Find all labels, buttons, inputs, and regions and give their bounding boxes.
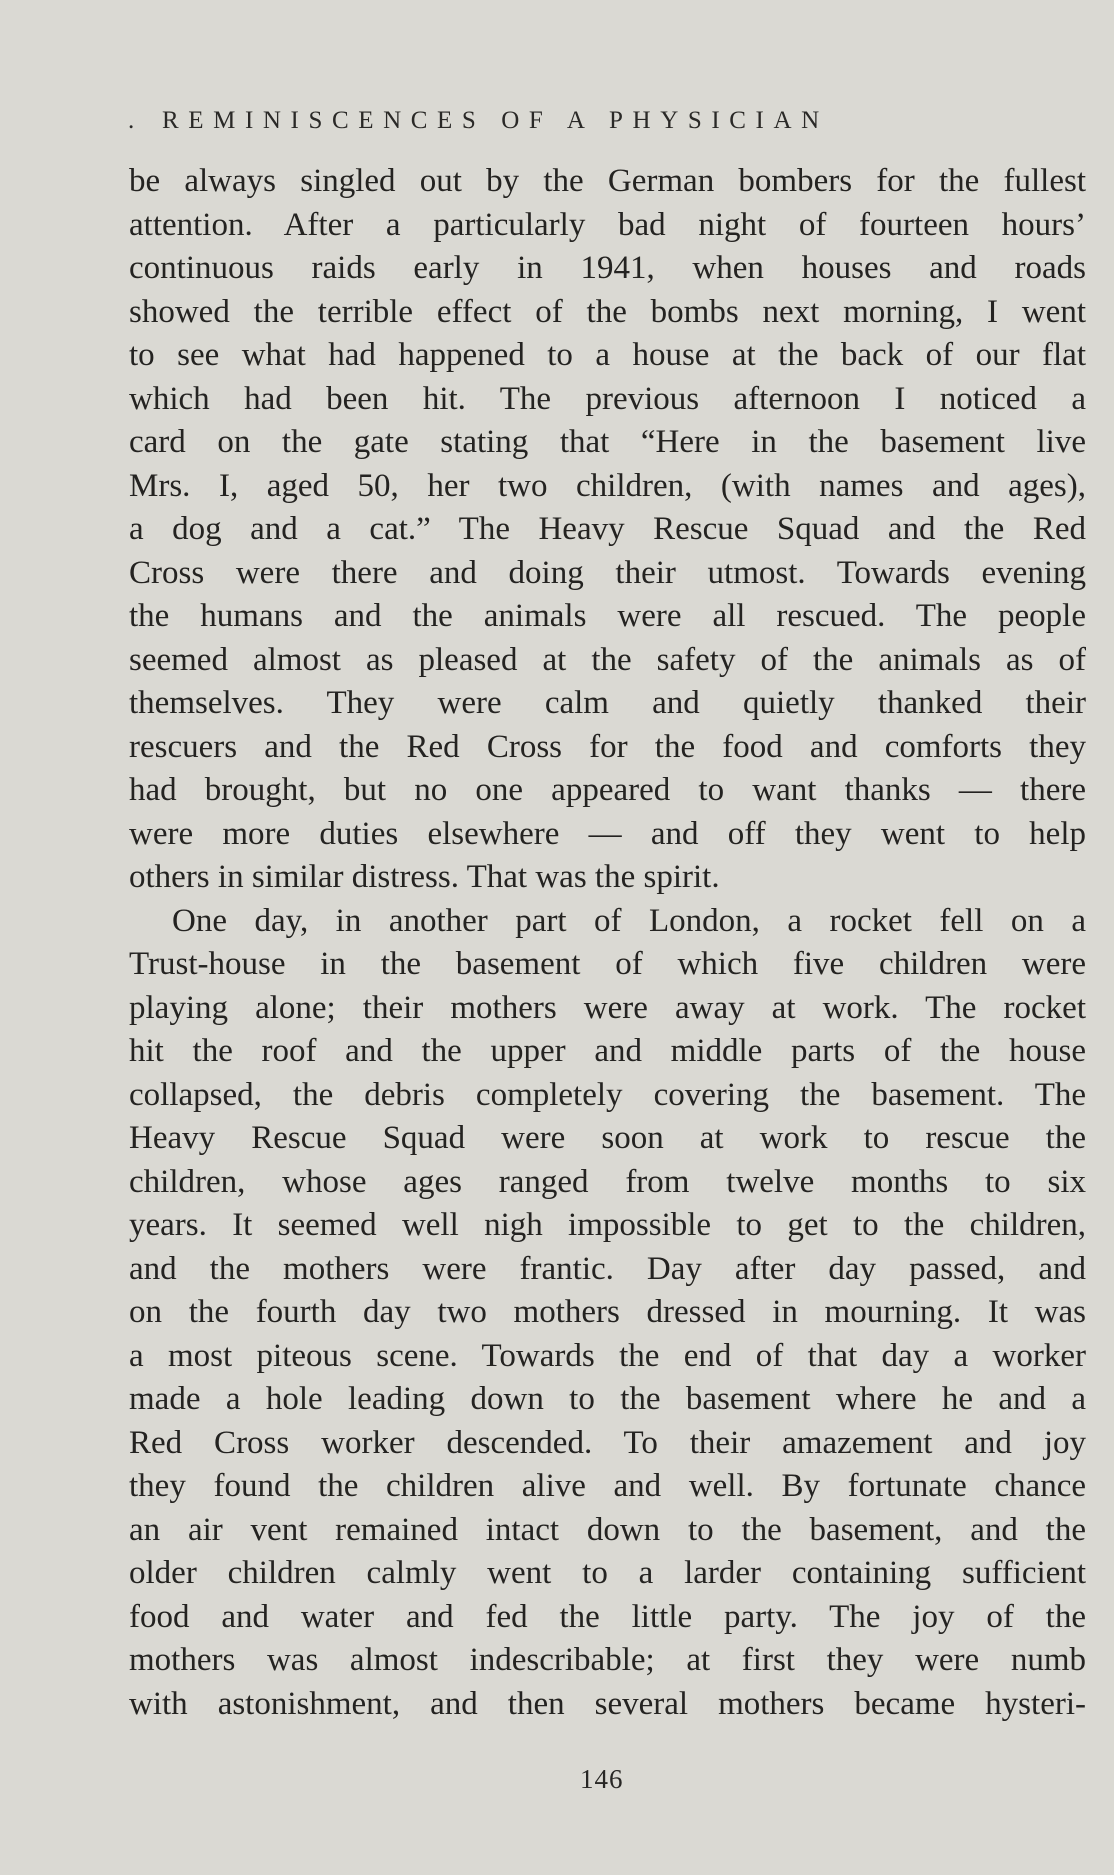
text-line: years. It seemed well nigh impossible to get to the children,	[129, 1207, 1086, 1243]
text-line: with astonishment, and then several mothers became hysteri-	[129, 1685, 1086, 1722]
page-number: 146	[580, 1764, 624, 1794]
text-line: a most piteous scene. Towards the end of that day a worker	[129, 1337, 1086, 1374]
text-line: be always singled out by the German bombers for the fullest	[129, 163, 1086, 199]
text-line: rescuers and the Red Cross for the food and comforts they	[129, 728, 1086, 765]
text-line: Mrs. I, aged 50, her two children, (with names and ages),	[129, 467, 1086, 504]
text-line: an air vent remained intact down to the basement, and the	[129, 1511, 1086, 1548]
paragraph-first-line: One day, in another part of London, a rocket fell on a	[172, 902, 1086, 939]
text-line: made a hole leading down to the basement where he and a	[129, 1381, 1086, 1417]
text-line: attention. After a particularly bad night of fourteen hours’	[129, 206, 1086, 243]
text-line: Cross were there and doing their utmost. Towards evening	[129, 554, 1086, 591]
text-line: Red Cross worker descended. To their amazement and joy	[129, 1424, 1086, 1461]
text-line: children, whose ages ranged from twelve months to six	[129, 1163, 1086, 1200]
text-line: hit the roof and the upper and middle parts of the house	[129, 1033, 1086, 1069]
text-line: to see what had happened to a house at the back of our flat	[129, 337, 1086, 373]
text-line: older children calmly went to a larder containing sufficient	[129, 1555, 1086, 1591]
text-line: the humans and the animals were all rescued. The people	[129, 598, 1086, 634]
text-line: mothers was almost indescribable; at first they were numb	[129, 1642, 1086, 1678]
text-line: a dog and a cat.” The Heavy Rescue Squad and the Red	[129, 511, 1086, 547]
text-line: were more duties elsewhere — and off they went to help	[129, 815, 1086, 852]
text-line: and the mothers were frantic. Day after day passed, and	[129, 1250, 1086, 1287]
text-line: card on the gate stating that “Here in the basement live	[129, 424, 1086, 460]
running-head	[128, 101, 1008, 141]
text-line: seemed almost as pleased at the safety of the animals as of	[129, 641, 1086, 678]
text-line: Trust-house in the basement of which five children were	[129, 946, 1086, 982]
paragraph-last-line: others in similar distress. That was the spirit.	[129, 859, 720, 895]
text-line: continuous raids early in 1941, when houses and roads	[129, 250, 1086, 286]
running-head-title: REMINISCENCES OF A PHYSICIAN	[162, 107, 829, 134]
text-line: playing alone; their mothers were away at work. The rocket	[129, 989, 1086, 1026]
text-line: food and water and fed the little party. The joy of the	[129, 1598, 1086, 1635]
text-line: on the fourth day two mothers dressed in mourning. It was	[129, 1294, 1086, 1330]
running-head-bullet: .	[128, 107, 135, 134]
text-line: they found the children alive and well. By fortunate chance	[129, 1468, 1086, 1504]
text-line: themselves. They were calm and quietly thanked their	[129, 685, 1086, 721]
text-line: had brought, but no one appeared to want thanks — there	[129, 772, 1086, 808]
text-line: which had been hit. The previous afternoon I noticed a	[129, 380, 1086, 417]
text-line: showed the terrible effect of the bombs next morning, I went	[129, 293, 1086, 330]
body-text	[129, 160, 1086, 1726]
text-line: collapsed, the debris completely covering the basement. The	[129, 1076, 1086, 1113]
text-line: Heavy Rescue Squad were soon at work to rescue the	[129, 1120, 1086, 1156]
